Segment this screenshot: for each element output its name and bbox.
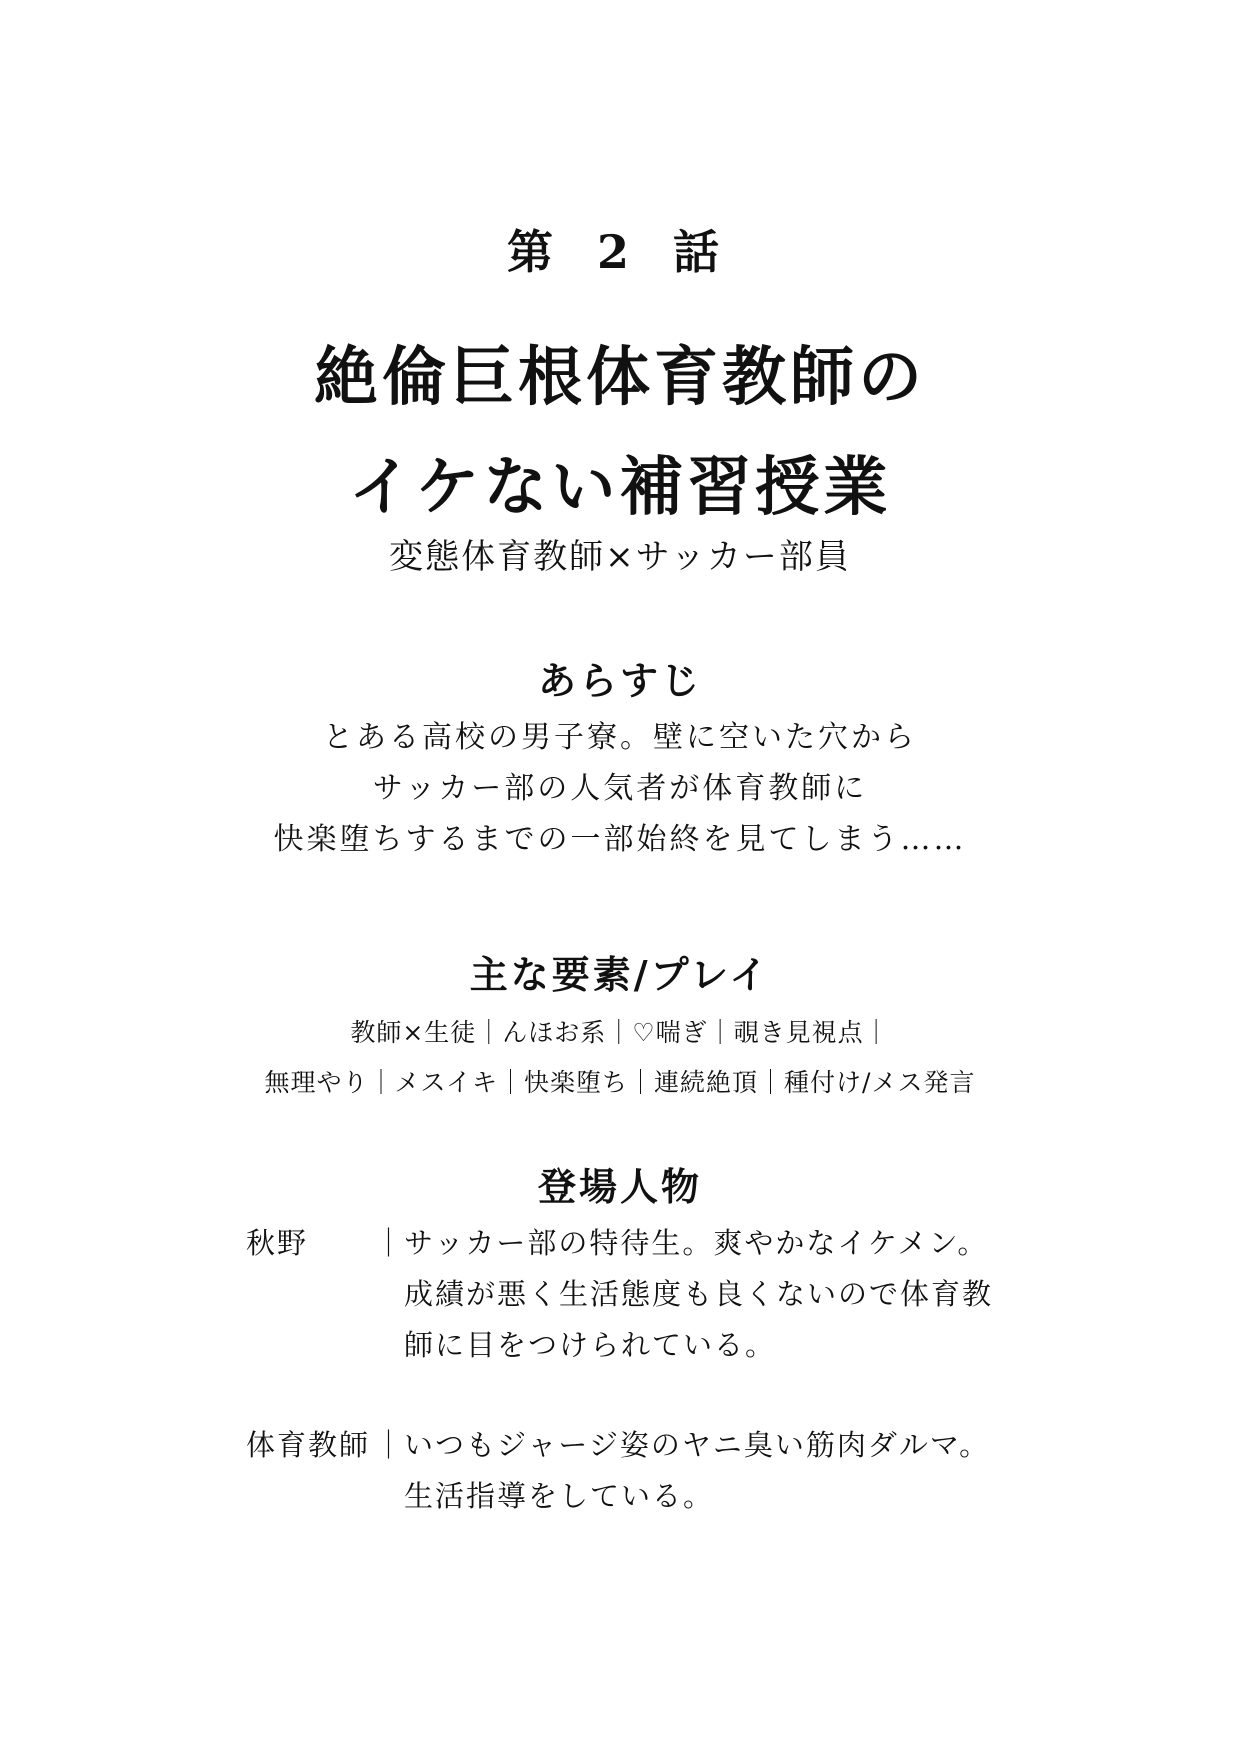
title-line-1: 絶倫巨根体育教師の: [314, 340, 926, 415]
character-desc-line: 生活指導をしている。: [404, 1479, 715, 1513]
character-desc-line: サッカー部の特待生。爽やかなイケメン。: [404, 1226, 989, 1260]
character-name: 体育教師: [246, 1428, 371, 1462]
elements-line: 無理やり｜メスイキ｜快楽堕ち｜連続絶頂｜種付け/メス発言: [264, 1068, 976, 1097]
character-entry-pe-teacher: [246, 1420, 1006, 1522]
elements-line: 教師×生徒｜んほお系｜♡喘ぎ｜覗き見視点｜: [350, 1018, 890, 1047]
character-name: 秋野: [246, 1226, 309, 1260]
episode-label: 第 2 話: [506, 225, 734, 279]
character-desc-line: 師に目をつけられている。: [404, 1328, 777, 1362]
character-separator: ｜: [374, 1428, 406, 1462]
character-entry-akino: [246, 1218, 1006, 1371]
title-line-2: イケない補習授業: [348, 450, 892, 525]
synopsis-line: 快楽堕ちするまでの一部始終を見てしまう……: [273, 822, 967, 857]
character-row: [246, 1218, 1006, 1269]
synopsis-line: サッカー部の人気者が体育教師に: [372, 771, 868, 806]
character-desc-line: 成績が悪く生活態度も良くないので体育教: [404, 1277, 994, 1311]
synopsis-heading: あらすじ: [537, 658, 702, 703]
character-row: [246, 1420, 1006, 1471]
characters-heading: 登場人物: [537, 1164, 702, 1209]
character-desc-line: いつもジャージ姿のヤニ臭い筋肉ダルマ。: [404, 1428, 991, 1462]
synopsis-line: とある高校の男子寮。壁に空いた穴から: [323, 720, 917, 755]
subtitle: 変態体育教師×サッカー部員: [389, 537, 851, 577]
elements-text: [0, 1008, 1240, 1108]
character-separator: ｜: [374, 1226, 406, 1260]
elements-heading: 主な要素/プレイ: [469, 952, 771, 997]
synopsis-text: [0, 712, 1240, 865]
